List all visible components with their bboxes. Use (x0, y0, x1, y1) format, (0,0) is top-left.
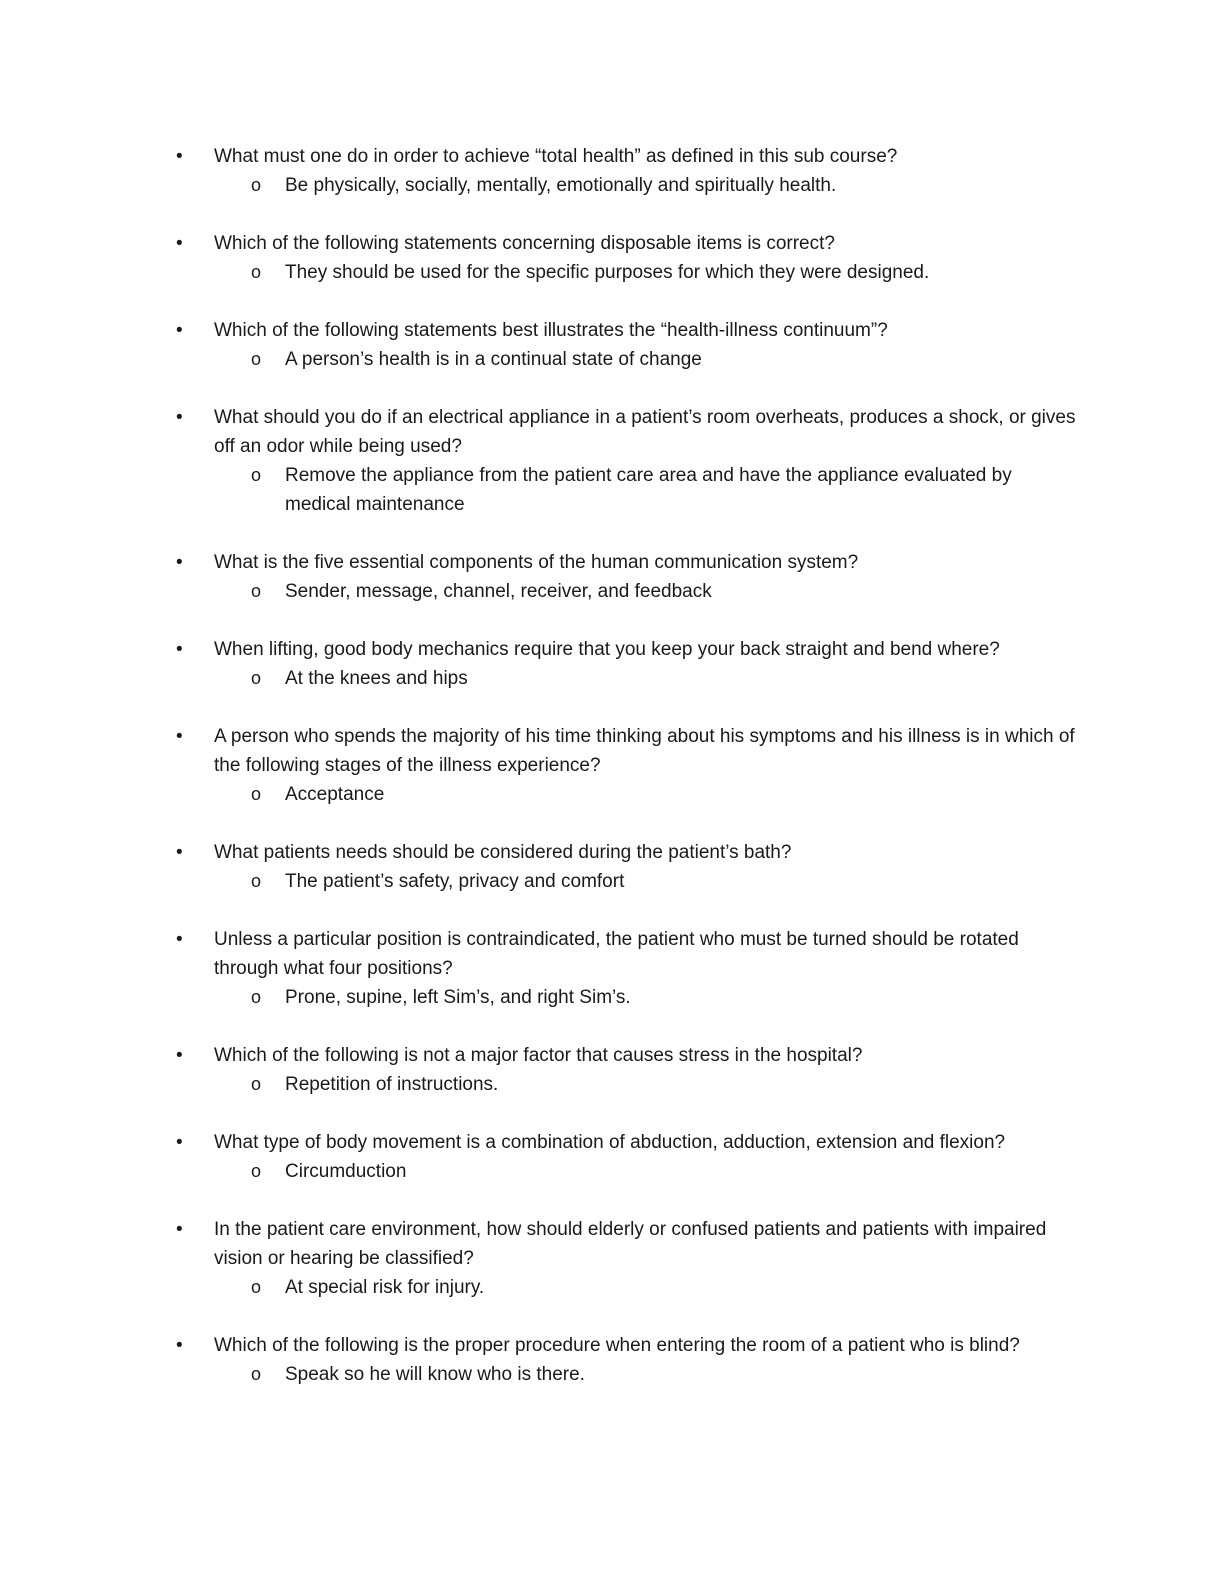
bullet-icon: • (176, 1335, 183, 1356)
answer-row (251, 1157, 1076, 1186)
answer-text: Remove the appliance from the patient care area and have the appliance evaluated by medical maintenance (285, 465, 1012, 515)
sub-bullet-icon: o (251, 349, 262, 369)
answer-text: Prone, supine, left Sim’s, and right Sim’s. (285, 987, 631, 1008)
sub-bullet-icon: o (251, 1277, 262, 1297)
answer-row (251, 461, 1076, 519)
list-item (176, 722, 1076, 809)
bullet-icon: • (176, 233, 183, 254)
bullet-icon: • (176, 407, 183, 428)
answer-row (251, 577, 1076, 606)
bullet-icon: • (176, 320, 183, 341)
list-item (176, 838, 1076, 896)
bullet-icon: • (176, 842, 183, 863)
answer-row (251, 780, 1076, 809)
question-text: What is the five essential components of the human communication system? (214, 552, 859, 573)
answer-row (251, 867, 1076, 896)
bullet-icon: • (176, 1045, 183, 1066)
answer-row (251, 664, 1076, 693)
answer-text: At the knees and hips (285, 668, 468, 689)
bullet-icon: • (176, 146, 183, 167)
question-text: Which of the following is the proper procedure when entering the room of a patient who is blind? (214, 1335, 1020, 1356)
sub-bullet-icon: o (251, 262, 262, 282)
bullet-icon: • (176, 639, 183, 660)
sub-bullet-icon: o (251, 784, 262, 804)
list-item (176, 925, 1076, 1012)
list-item (176, 1215, 1076, 1302)
answer-text: Repetition of instructions. (285, 1074, 499, 1095)
sub-bullet-icon: o (251, 465, 262, 485)
question-text: Unless a particular position is contraindicated, the patient who must be turned should be rotated through what four positions? (214, 929, 1019, 979)
answer-row (251, 1273, 1076, 1302)
answer-text: Be physically, socially, mentally, emotionally and spiritually health. (285, 175, 837, 196)
list-item (176, 1128, 1076, 1186)
list-item (176, 635, 1076, 693)
qa-list (176, 142, 1076, 1418)
answer-text: Sender, message, channel, receiver, and feedback (285, 581, 712, 602)
bullet-icon: • (176, 1219, 183, 1240)
answer-row (251, 345, 1076, 374)
answer-text: At special risk for injury. (285, 1277, 485, 1298)
answer-text: Speak so he will know who is there. (285, 1364, 585, 1385)
question-text: What must one do in order to achieve “total health” as defined in this sub course? (214, 146, 898, 167)
list-item (176, 403, 1076, 519)
bullet-icon: • (176, 1132, 183, 1153)
sub-bullet-icon: o (251, 871, 262, 891)
answer-row (251, 983, 1076, 1012)
answer-text: Circumduction (285, 1161, 407, 1182)
answer-text: A person’s health is in a continual state of change (285, 349, 702, 370)
answer-row (251, 258, 1076, 287)
question-text: A person who spends the majority of his time thinking about his symptoms and his illness is in which of the following stages of the illness experience? (214, 726, 1075, 776)
answer-text: The patient’s safety, privacy and comfort (285, 871, 625, 892)
list-item (176, 316, 1076, 374)
sub-bullet-icon: o (251, 581, 262, 601)
bullet-icon: • (176, 726, 183, 747)
question-text: When lifting, good body mechanics require that you keep your back straight and bend where? (214, 639, 1000, 660)
answer-text: Acceptance (285, 784, 385, 805)
sub-bullet-icon: o (251, 1074, 262, 1094)
answer-row (251, 1360, 1076, 1389)
question-text: What should you do if an electrical appliance in a patient’s room overheats, produces a shock, or gives off an odor while being used? (214, 407, 1076, 457)
list-item (176, 229, 1076, 287)
answer-text: They should be used for the specific purposes for which they were designed. (285, 262, 930, 283)
list-item (176, 1041, 1076, 1099)
sub-bullet-icon: o (251, 175, 262, 195)
list-item (176, 142, 1076, 200)
bullet-icon: • (176, 552, 183, 573)
sub-bullet-icon: o (251, 987, 262, 1007)
sub-bullet-icon: o (251, 1161, 262, 1181)
answer-row (251, 1070, 1076, 1099)
question-text: Which of the following is not a major factor that causes stress in the hospital? (214, 1045, 863, 1066)
question-text: Which of the following statements concerning disposable items is correct? (214, 233, 835, 254)
list-item (176, 548, 1076, 606)
question-text: In the patient care environment, how should elderly or confused patients and patients with impaired vision or hearing be classified? (214, 1219, 1047, 1269)
question-text: Which of the following statements best illustrates the “health-illness continuum”? (214, 320, 888, 341)
answer-row (251, 171, 1076, 200)
sub-bullet-icon: o (251, 668, 262, 688)
question-text: What patients needs should be considered during the patient’s bath? (214, 842, 792, 863)
bullet-icon: • (176, 929, 183, 950)
question-text: What type of body movement is a combination of abduction, adduction, extension and flexion? (214, 1132, 1006, 1153)
list-item (176, 1331, 1076, 1389)
sub-bullet-icon: o (251, 1364, 262, 1384)
